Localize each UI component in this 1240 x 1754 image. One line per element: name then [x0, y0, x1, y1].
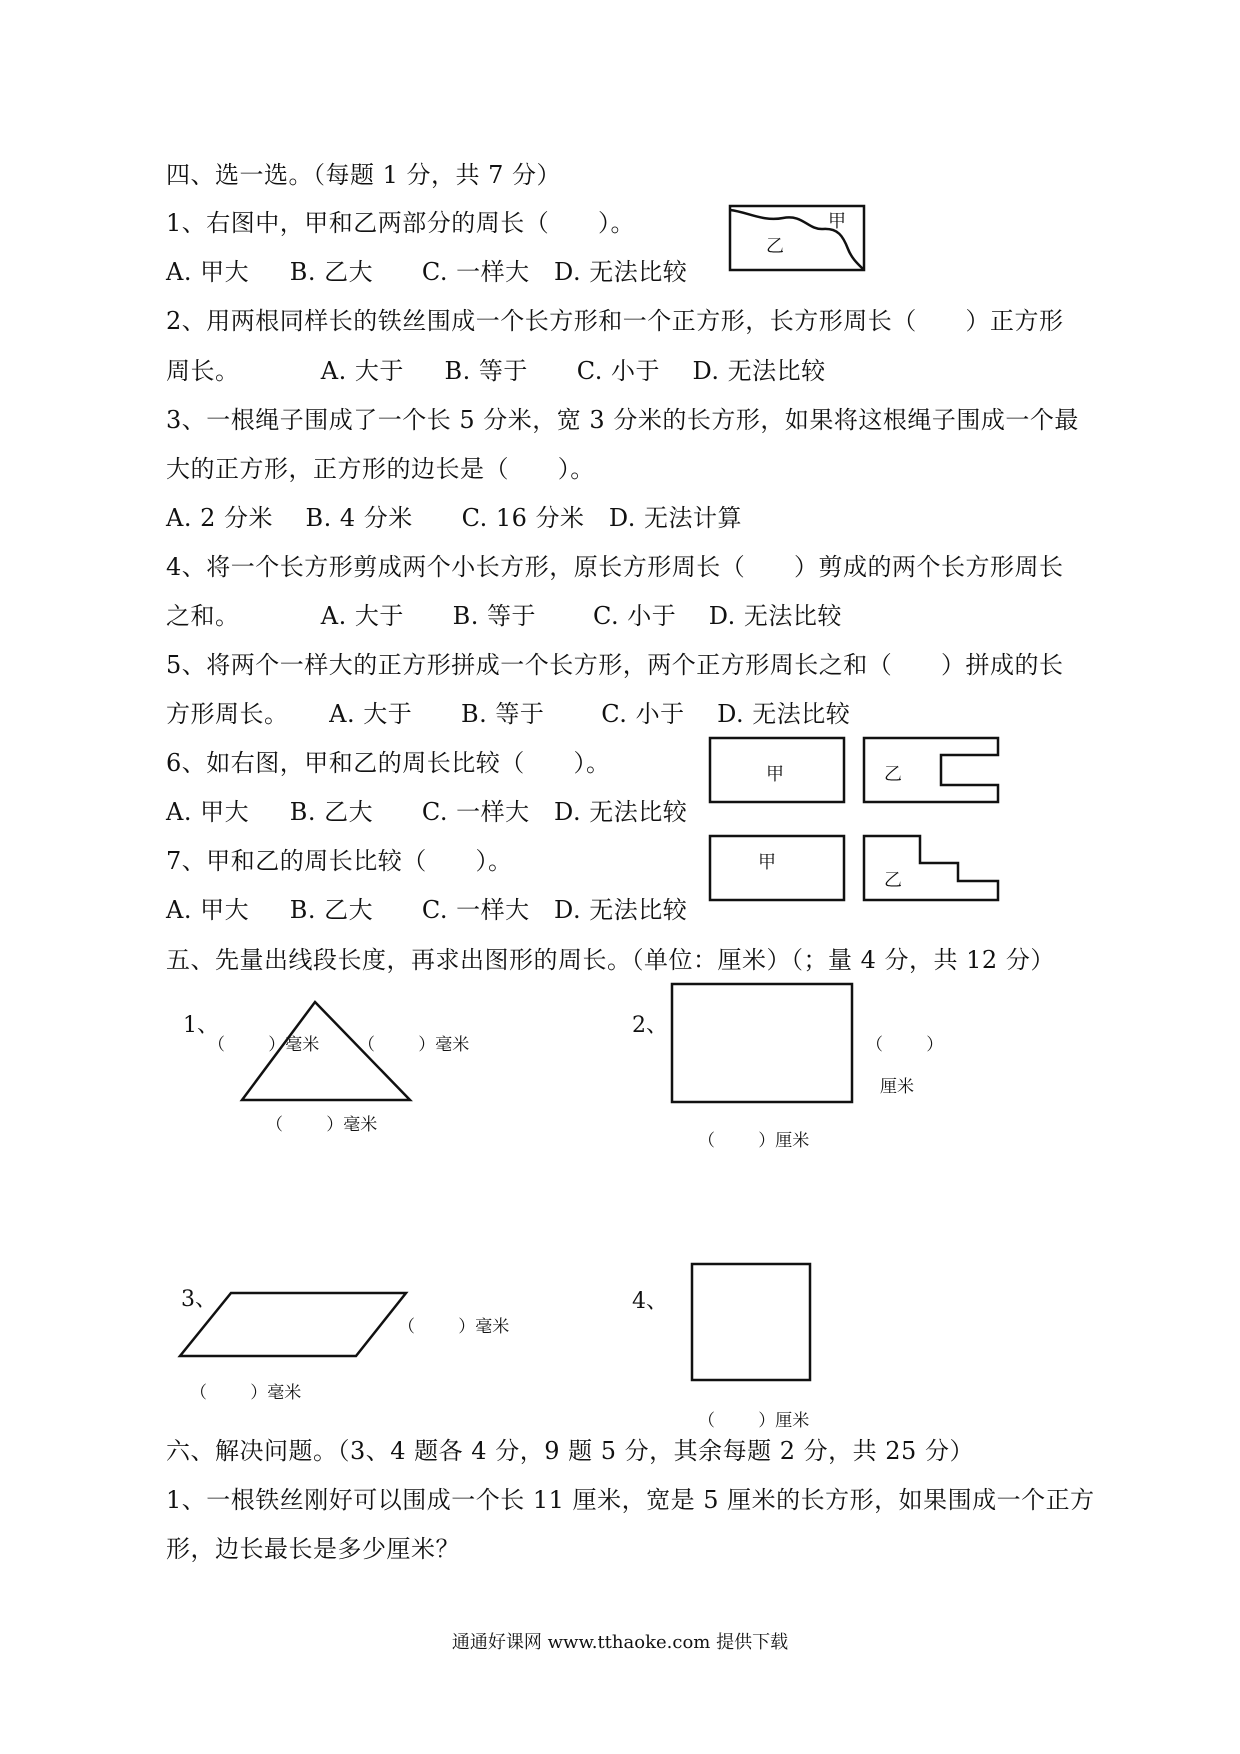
footer-text: 通通好课网 www.tthaoke.com 提供下载	[451, 1632, 789, 1653]
q2-text: 2、用两根同样长的铁丝围成一个长方形和一个正方形，长方形周长（ ）正方形	[166, 307, 1064, 335]
rectangle-right-unit: 厘米	[880, 1077, 914, 1097]
parallelogram-bottom-label: （ ）毫米	[190, 1383, 302, 1403]
s6-q1-text2: 形，边长最长是多少厘米？	[166, 1535, 460, 1563]
rectangle-figure	[670, 982, 856, 1106]
q3-text: 3、一根绳子围成了一个长 5 分米，宽 3 分米的长方形，如果将这根绳子围成一个最	[166, 406, 1079, 434]
q1-figure	[728, 204, 868, 274]
section4-title: 四、选一选。（每题 1 分，共 7 分）	[166, 161, 562, 189]
q4-text: 4、将一个长方形剪成两个小长方形，原长方形周长（ ）剪成的两个长方形周长	[166, 553, 1064, 581]
q4-text2: 之和。 A. 大于 B. 等于 C. 小于 D. 无法比较	[166, 602, 842, 630]
q5-text2: 方形周长。 A. 大于 B. 等于 C. 小于 D. 无法比较	[166, 700, 851, 728]
q7-label-yi: 乙	[884, 870, 902, 891]
q6-text: 6、如右图，甲和乙的周长比较（ ）。	[166, 749, 611, 777]
triangle-bottom-label: （ ）毫米	[266, 1115, 378, 1135]
item4-number: 4、	[632, 1289, 668, 1314]
q7-figure	[708, 834, 1008, 904]
q3-options: A. 2 分米 B. 4 分米 C. 16 分米 D. 无法计算	[166, 504, 743, 532]
item2-number: 2、	[632, 1013, 668, 1038]
q3-text2: 大的正方形，正方形的边长是（ ）。	[166, 455, 595, 483]
square-figure	[690, 1262, 814, 1384]
q6-figure	[708, 736, 1008, 806]
parallelogram-right-label: （ ）毫米	[398, 1317, 510, 1337]
q6-label-yi: 乙	[884, 764, 902, 785]
item3-number: 3、	[181, 1287, 217, 1312]
triangle-right-label: （ ）毫米	[358, 1035, 470, 1055]
q1-options: A. 甲大 B. 乙大 C. 一样大 D. 无法比较	[166, 258, 688, 286]
square-bottom-label: （ ）厘米	[698, 1411, 810, 1431]
q1-text: 1、右图中，甲和乙两部分的周长（ ）。	[166, 209, 636, 237]
q6-options: A. 甲大 B. 乙大 C. 一样大 D. 无法比较	[166, 798, 688, 826]
q1-label-yi: 乙	[766, 236, 784, 257]
rectangle-bottom-label: （ ）厘米	[698, 1131, 810, 1151]
q1-label-jia: 甲	[828, 211, 846, 232]
q2-text2: 周长。 A. 大于 B. 等于 C. 小于 D. 无法比较	[166, 357, 826, 385]
item1-number: 1、	[183, 1013, 219, 1038]
section5-title: 五、先量出线段长度，再求出图形的周长。（单位：厘米）（；量 4 分，共 12 分）	[166, 946, 1055, 974]
q7-options: A. 甲大 B. 乙大 C. 一样大 D. 无法比较	[166, 896, 688, 924]
q5-text: 5、将两个一样大的正方形拼成一个长方形，两个正方形周长之和（ ）拼成的长	[166, 651, 1064, 679]
section6-title: 六、解决问题。（3、4 题各 4 分，9 题 5 分，其余每题 2 分，共 25 分）	[166, 1437, 974, 1465]
triangle-left-label: （ ）毫米	[208, 1035, 320, 1055]
s6-q1-text: 1、一根铁丝刚好可以围成一个长 11 厘米，宽是 5 厘米的长方形，如果围成一个正方	[166, 1486, 1095, 1514]
parallelogram-figure	[176, 1290, 412, 1360]
rectangle-right-paren: （ ）	[866, 1035, 944, 1055]
q7-text: 7、甲和乙的周长比较（ ）。	[166, 847, 513, 875]
q7-label-jia: 甲	[758, 852, 776, 873]
q6-label-jia: 甲	[766, 764, 784, 785]
